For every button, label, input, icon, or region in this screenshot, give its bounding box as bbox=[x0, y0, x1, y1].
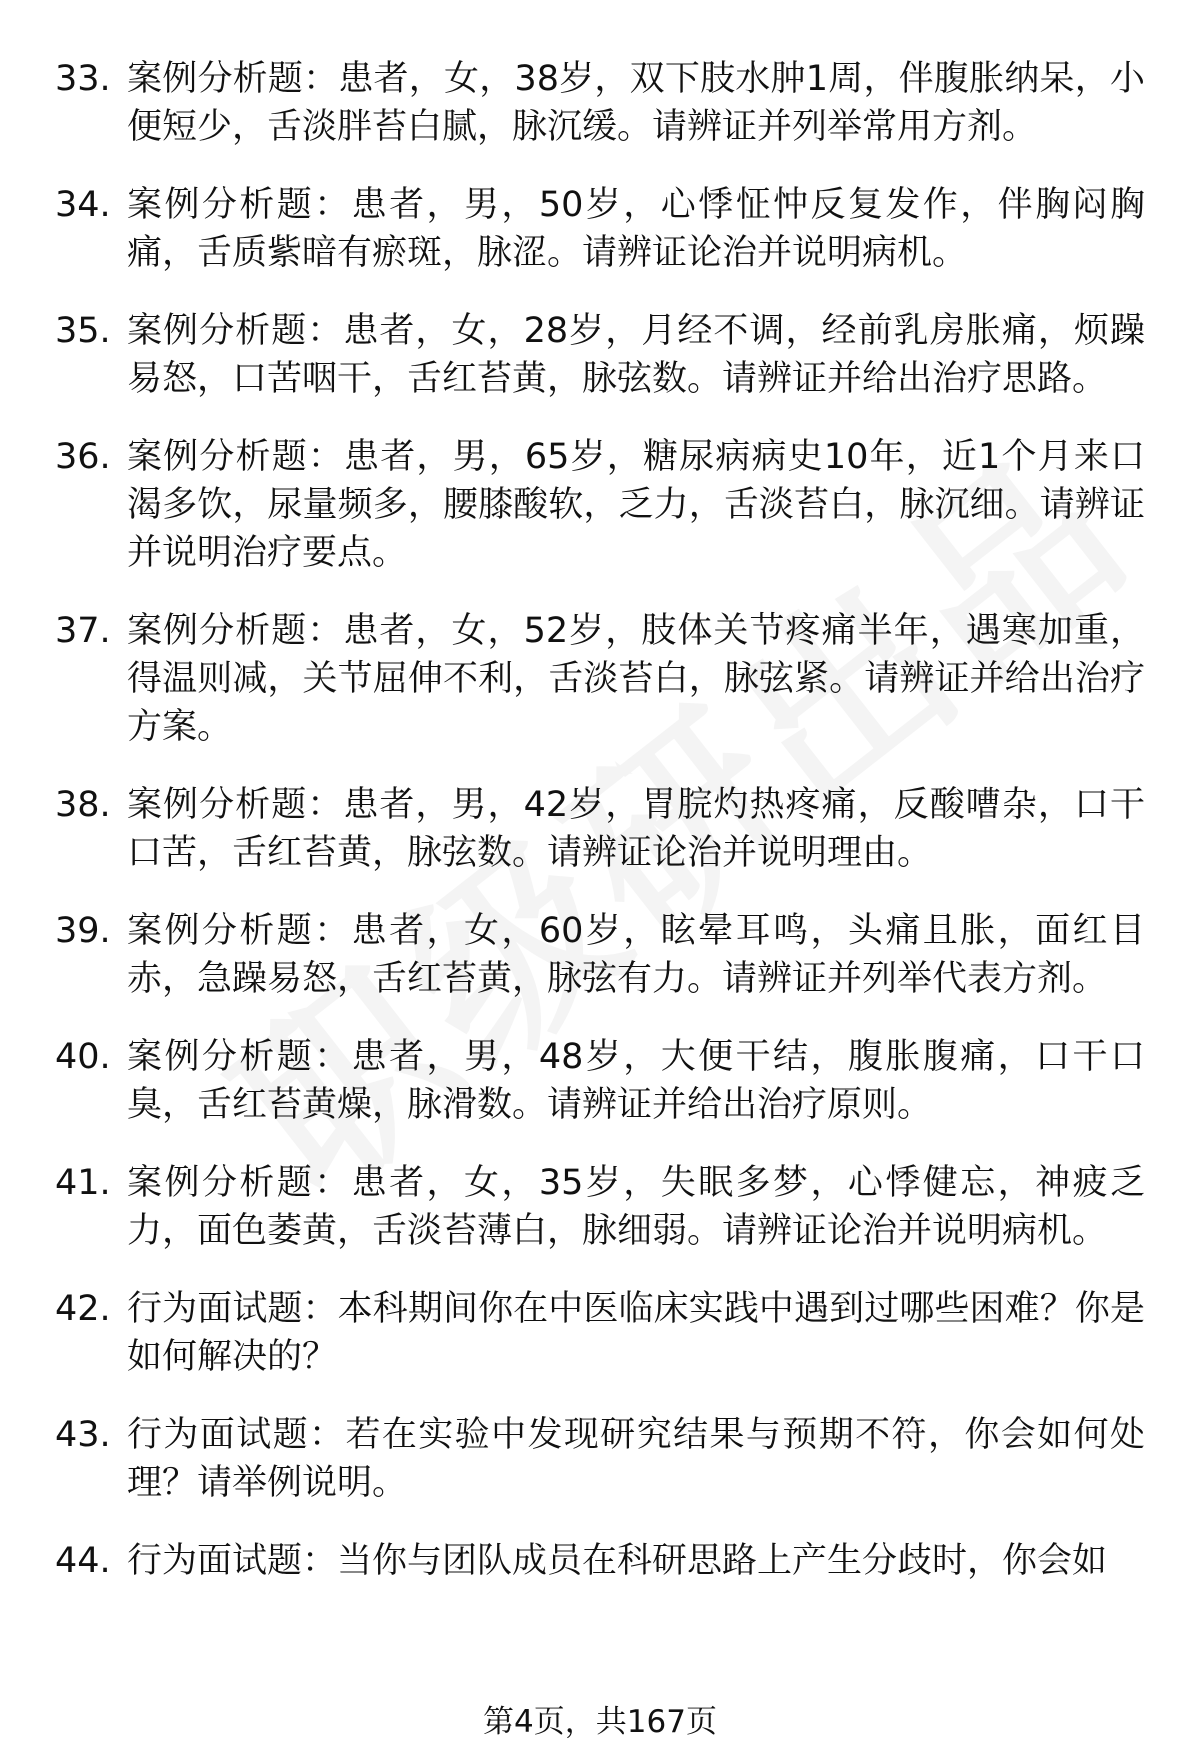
page-footer: 第4页，共167页 bbox=[483, 1704, 717, 1740]
question-list bbox=[0, 55, 1200, 1615]
question-number: 34. bbox=[55, 185, 111, 225]
question-text: 案例分析题：患者，女，28岁，月经不调，经前乳房胀痛，烦躁易怒，口苦咽干，舌红苔黄，脉弦数。请辨证并给出治疗思路。 bbox=[127, 311, 1145, 399]
question-number: 42. bbox=[55, 1289, 111, 1329]
question-text: 案例分析题：患者，男，48岁，大便干结，腹胀腹痛，口干口臭，舌红苔黄燥，脉滑数。请辨证并给出治疗原则。 bbox=[127, 1037, 1145, 1125]
question-number: 40. bbox=[55, 1037, 111, 1077]
question-number: 41. bbox=[55, 1163, 111, 1203]
question-item bbox=[55, 781, 1145, 877]
question-item bbox=[55, 1033, 1145, 1129]
question-text: 案例分析题：患者，女，35岁，失眠多梦，心悸健忘，神疲乏力，面色萎黄，舌淡苔薄白，脉细弱。请辨证论治并说明病机。 bbox=[127, 1163, 1145, 1251]
question-text: 行为面试题：本科期间你在中医临床实践中遇到过哪些困难？你是如何解决的？ bbox=[127, 1289, 1145, 1377]
question-item bbox=[55, 307, 1145, 403]
question-number: 39. bbox=[55, 911, 111, 951]
question-item bbox=[55, 55, 1145, 151]
question-item bbox=[55, 181, 1145, 277]
question-number: 43. bbox=[55, 1415, 111, 1455]
question-item bbox=[55, 1285, 1145, 1381]
question-item bbox=[55, 433, 1145, 577]
question-number: 33. bbox=[55, 59, 111, 99]
question-number: 35. bbox=[55, 311, 111, 351]
question-item bbox=[55, 1159, 1145, 1255]
question-text: 案例分析题：患者，女，52岁，肢体关节疼痛半年，遇寒加重，得温则减，关节屈伸不利，舌淡苔白，脉弦紧。请辨证并给出治疗方案。 bbox=[127, 611, 1145, 747]
question-item bbox=[55, 907, 1145, 1003]
question-text: 案例分析题：患者，男，42岁，胃脘灼热疼痛，反酸嘈杂，口干口苦，舌红苔黄，脉弦数。请辨证论治并说明理由。 bbox=[127, 785, 1145, 873]
question-text: 行为面试题：当你与团队成员在科研思路上产生分歧时，你会如 bbox=[127, 1541, 1108, 1581]
question-text: 行为面试题：若在实验中发现研究结果与预期不符，你会如何处理？请举例说明。 bbox=[127, 1415, 1145, 1503]
question-item bbox=[55, 1411, 1145, 1507]
question-number: 38. bbox=[55, 785, 111, 825]
question-text: 案例分析题：患者，男，65岁，糖尿病病史10年，近1个月来口渴多饮，尿量频多，腰膝酸软，乏力，舌淡苔白，脉沉细。请辨证并说明治疗要点。 bbox=[127, 437, 1145, 573]
question-item bbox=[55, 1537, 1145, 1585]
question-number: 36. bbox=[55, 437, 111, 477]
question-text: 案例分析题：患者，女，38岁，双下肢水肿1周，伴腹胀纳呆，小便短少，舌淡胖苔白腻，脉沉缓。请辨证并列举常用方剂。 bbox=[127, 59, 1145, 147]
question-text: 案例分析题：患者，男，50岁，心悸怔忡反复发作，伴胸闷胸痛，舌质紫暗有瘀斑，脉涩。请辨证论治并说明病机。 bbox=[127, 185, 1145, 273]
question-number: 37. bbox=[55, 611, 111, 651]
question-number: 44. bbox=[55, 1541, 111, 1581]
question-item bbox=[55, 607, 1145, 751]
question-text: 案例分析题：患者，女，60岁，眩晕耳鸣，头痛且胀，面红目赤，急躁易怒，舌红苔黄，脉弦有力。请辨证并列举代表方剂。 bbox=[127, 911, 1145, 999]
